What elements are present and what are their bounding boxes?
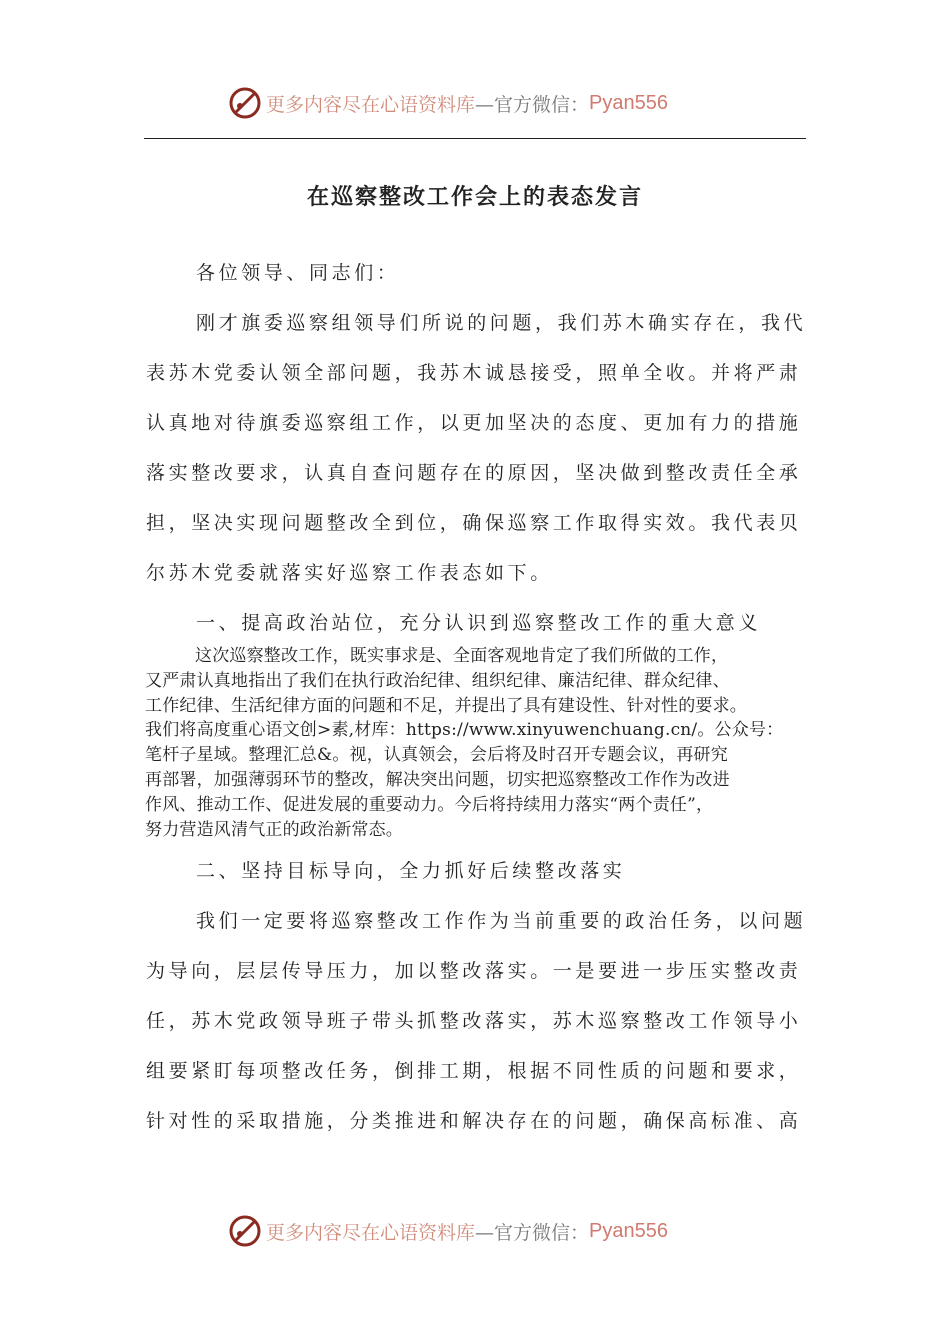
para3-line: 组要紧盯每项整改任务，倒排工期，根据不同性质的问题和要求，	[146, 1060, 802, 1082]
para2-line: 我们将高度重心语文创>素,材库：https://www.xinyuwenchuang.cn/。公众号：	[145, 720, 784, 741]
para2	[145, 644, 815, 842]
banner-wechat-id: Pyan556	[589, 91, 668, 114]
para1-line: 担，坚决实现问题整改全到位，确保巡察工作取得实效。我代表贝	[146, 512, 802, 534]
para2-line: 工作纪律、生活纪律方面的问题和不足，并提出了具有建设性、针对性的要求。	[145, 695, 747, 716]
quill-logo-icon	[228, 86, 262, 120]
para3-line: 我们一定要将巡察整改工作作为当前重要的政治任务，以问题	[196, 910, 807, 932]
para2-line: 笔杆子星域。整理汇总&。视，认真领会，会后将及时召开专题会议，再研究	[145, 745, 728, 766]
header-rule	[144, 138, 806, 139]
banner-wechat-id: Pyan556	[589, 1219, 668, 1242]
para1-line: 表苏木党委认领全部问题，我苏木诚恳接受，照单全收。并将严肃	[146, 362, 802, 384]
para2-line: 又严肃认真地指出了我们在执行政治纪律、组织纪律、廉洁纪律、群众纪律、	[145, 670, 730, 691]
para2-line: 作风、推动工作、促进发展的重要动力。今后将持续用力落实“两个责任”，	[145, 794, 714, 815]
banner-text: 更多内容尽在心语资料库	[266, 1221, 476, 1244]
para3-line: 任，苏木党政领导班子带头抓整改落实，苏木巡察整改工作领导小	[146, 1010, 802, 1032]
para1-line: 认真地对待旗委巡察组工作，以更加坚决的态度、更加有力的措施	[146, 412, 802, 434]
footer-banner	[228, 1211, 728, 1251]
para1-line: 尔苏木党委就落实好巡察工作表态如下。	[146, 562, 553, 584]
para3-line: 为导向，层层传导压力，加以整改落实。一是要进一步压实整改责	[146, 960, 802, 982]
para2-line: 这次巡察整改工作，既实事求是、全面客观地肯定了我们所做的工作，	[195, 646, 729, 666]
section-heading-2: 二、坚持目标导向，全力抓好后续整改落实	[196, 860, 626, 882]
banner-separator: —官方微信：	[475, 93, 590, 116]
banner-text: 更多内容尽在心语资料库	[266, 93, 476, 116]
para1-line: 落实整改要求，认真自查问题存在的原因，坚决做到整改责任全承	[146, 462, 802, 484]
section-heading-1: 一、提高政治站位，充分认识到巡察整改工作的重大意义	[196, 612, 762, 634]
para2-line: 再部署，加强薄弱环节的整改，解决突出问题，切实把巡察整改工作作为改进	[145, 769, 730, 790]
header-banner	[228, 83, 728, 123]
greeting: 各位领导、同志们：	[196, 262, 400, 284]
page-title: 在巡察整改工作会上的表态发言	[306, 184, 643, 210]
para2-line: 努力营造风清气正的政治新常态。	[145, 819, 403, 840]
para3-line: 针对性的采取措施，分类推进和解决存在的问题，确保高标准、高	[146, 1110, 802, 1132]
quill-logo-icon	[228, 1214, 262, 1248]
banner-separator: —官方微信：	[475, 1221, 590, 1244]
para1-line: 刚才旗委巡察组领导们所说的问题，我们苏木确实存在，我代	[196, 312, 807, 334]
